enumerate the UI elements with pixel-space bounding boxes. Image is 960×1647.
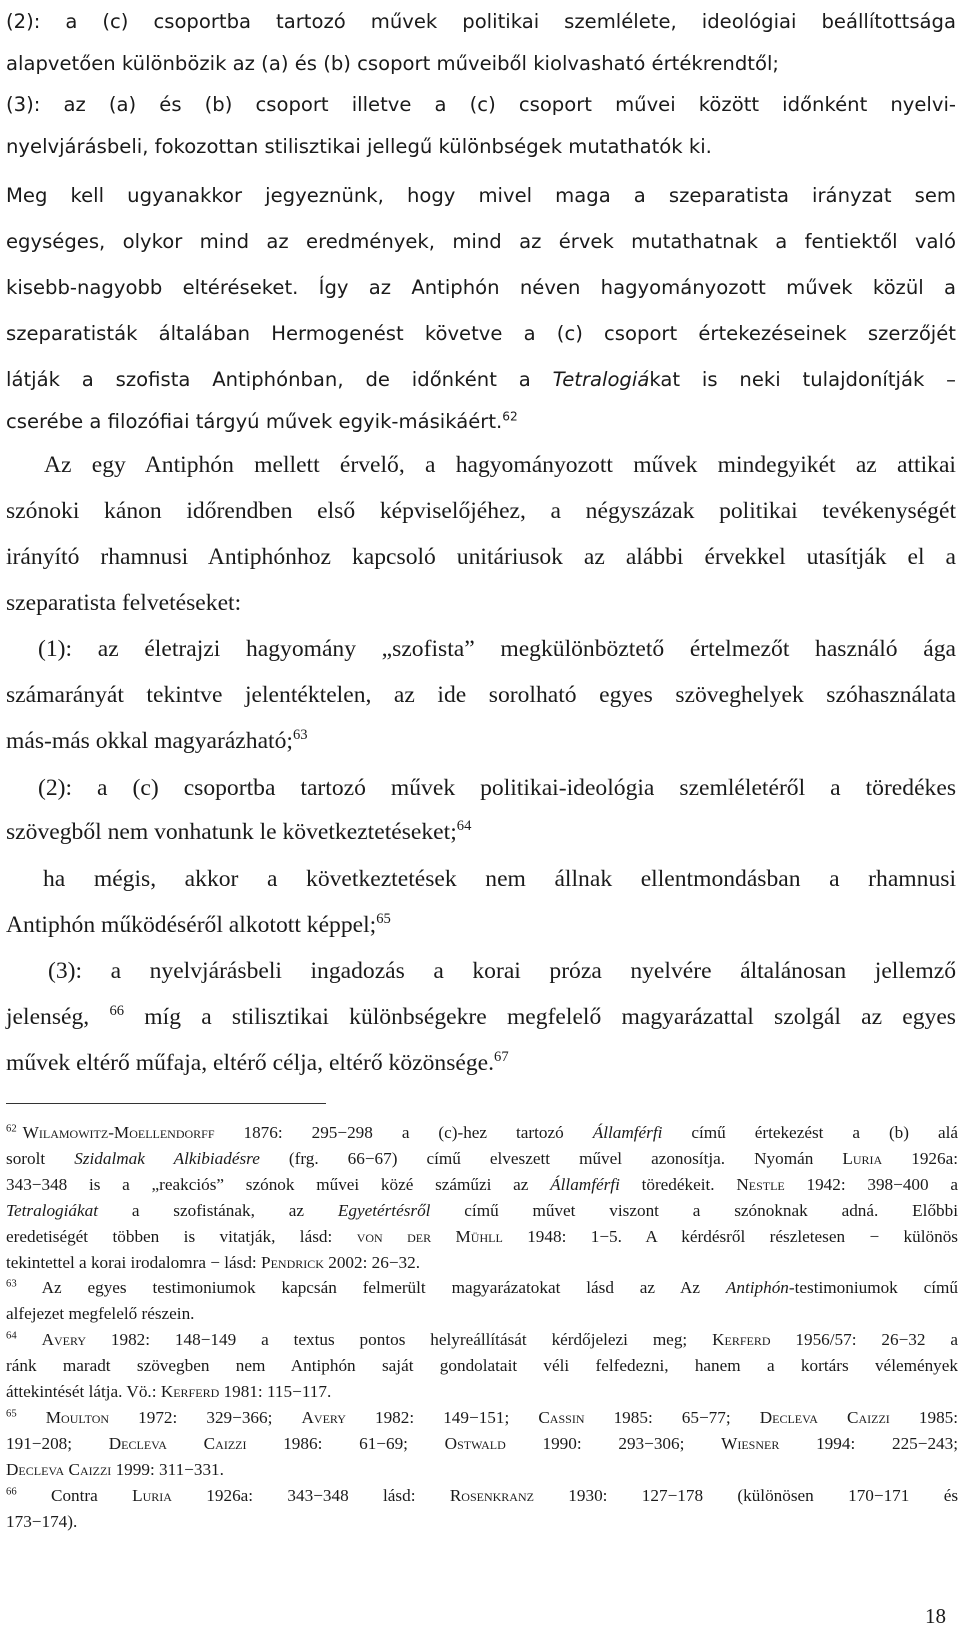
- body-line: [6, 1004, 956, 1031]
- author-name: Nestle: [736, 1175, 785, 1194]
- author-name: Kerferd: [160, 1382, 220, 1401]
- text-run: más-más okkal magyarázható;: [6, 728, 293, 754]
- text-run: 1942: 398−400 a: [784, 1175, 958, 1194]
- footnote-63: [6, 1278, 958, 1298]
- text-run: sorolt: [6, 1149, 75, 1168]
- text-run: 2002: 26−32.: [323, 1253, 421, 1272]
- text-run: című értekezést a (b) alá: [662, 1123, 958, 1142]
- body-line: [6, 452, 956, 479]
- text-run: művek eltérő műfaja, eltérő célja, eltérő közönsége.: [6, 1050, 495, 1076]
- footnote-62: [6, 1123, 958, 1143]
- footnote-line: ránk maradt szövegben nem Antiphón saját gondolatait véli felfedezni, hanem a kortárs vélemények: [6, 1356, 958, 1375]
- footnote-line: [6, 1227, 958, 1247]
- italic-title: Államférfi: [550, 1175, 620, 1194]
- footnote-ref[interactable]: 64: [456, 817, 472, 834]
- author-name: Pendrick: [261, 1253, 324, 1272]
- text-run: [17, 1330, 42, 1349]
- author-name: Ostwald: [444, 1434, 506, 1453]
- body-line: szeparatista felvetéseket:: [6, 590, 242, 616]
- italic-title: Egyetértésről: [337, 1201, 431, 1220]
- footnote-number: 66: [6, 1486, 17, 1498]
- text-run: látják a szofista Antiphónban, de időnként a: [6, 368, 553, 391]
- text-run: 1990: 293−306;: [505, 1434, 722, 1453]
- text-run: szövegből nem vonhatunk le következtetéseket;: [6, 819, 457, 845]
- text-run: 1981: 115−117.: [219, 1382, 332, 1401]
- text-run: eredetiségét többen is vitatják, lásd:: [6, 1227, 357, 1246]
- footnote-line: alfejezet megfelelő részein.: [6, 1304, 195, 1323]
- text-run: kat is neki tulajdonítják –: [649, 368, 956, 391]
- text-run: 1985: 65−77;: [584, 1408, 760, 1427]
- body-line: [6, 866, 956, 893]
- footnote-line: 173−174).: [6, 1512, 78, 1531]
- text-run: című művet viszont a szónoknak adná. Előbbi: [430, 1201, 958, 1220]
- body-line: [6, 728, 308, 755]
- text-run: 1994: 225−243;: [779, 1434, 958, 1453]
- author-name: Decleva Caizzi: [759, 1408, 890, 1427]
- author-name: Decleva Caizzi: [6, 1460, 112, 1479]
- text-run: 1926a:: [882, 1149, 959, 1168]
- text-run: 1876: 295−298 a (c)-hez tartozó: [214, 1123, 593, 1142]
- text-run: 1982: 148−149 a textus pontos helyreállítását kérdőjelezi meg;: [85, 1330, 713, 1349]
- body-line: [6, 775, 956, 802]
- text-run: 1956/57: 26−32 a: [770, 1330, 958, 1349]
- text-run: áttekintését látja. Vö.:: [6, 1382, 161, 1401]
- author-name: Wiesner: [721, 1434, 780, 1453]
- text-run: 1926a: 343−348 lásd:: [171, 1486, 450, 1505]
- footnote-separator: [6, 1103, 326, 1104]
- body-line: Meg kell ugyanakkor jegyeznünk, hogy mivel maga a szeparatista irányzat sem: [6, 184, 956, 207]
- text-run: (2): a (c) csoportba tartozó művek politikai-ideológia szemléletéről a töredékes: [38, 775, 956, 801]
- text-run: 1985:: [889, 1408, 959, 1427]
- text-run: [17, 1408, 46, 1427]
- text-run: 1972: 329−366;: [109, 1408, 302, 1427]
- text-run: -testimoniumok című: [788, 1278, 958, 1297]
- body-line: szeparatisták általában Hermogenést követve a (c) csoport értekezéseinek szerzőjét: [6, 322, 956, 345]
- footnote-number: 63: [6, 1278, 17, 1290]
- body-line: alapvetően különbözik az (a) és (b) csoport műveiből kiolvasható értékrendtől;: [6, 52, 780, 75]
- footnote-line: [6, 1253, 420, 1273]
- body-line: szónoki kánon időrendben első képviselőjéhez, a négyszázak politikai tevékenységét: [6, 498, 956, 524]
- footnote-65: [6, 1408, 958, 1428]
- text-run: 1986: 61−69;: [246, 1434, 445, 1453]
- text-run: cserébe a filozófiai tárgyú művek egyik-másikáért.: [6, 410, 503, 433]
- author-name: Moulton: [45, 1408, 110, 1427]
- text-run: a szofistának, az: [98, 1201, 338, 1220]
- text-run: 191−208;: [6, 1434, 109, 1453]
- body-line: (2): a (c) csoportba tartozó művek politikai szemlélete, ideológiai beállítottsága: [6, 10, 956, 33]
- footnote-64: [6, 1330, 958, 1350]
- author-name: von der Mühll: [356, 1227, 503, 1246]
- body-line: [6, 636, 956, 663]
- author-name: Rosenkranz: [449, 1486, 534, 1505]
- text-run: (frg. 66−67) című elveszett művel azonosítja. Nyomán: [259, 1149, 843, 1168]
- body-line: [6, 912, 391, 939]
- footnote-line: [6, 1382, 331, 1402]
- text-run: 1982: 149−151;: [345, 1408, 539, 1427]
- text-run: töredékeit.: [619, 1175, 737, 1194]
- body-line: [6, 819, 471, 846]
- text-run: 1999: 311−331.: [111, 1460, 224, 1479]
- footnote-number: 62: [6, 1123, 17, 1135]
- footnote-number: 64: [6, 1330, 17, 1342]
- author-name: Decleva Caizzi: [108, 1434, 247, 1453]
- author-name: Avery: [41, 1330, 86, 1349]
- footnote-line: [6, 1149, 958, 1169]
- footnote-ref[interactable]: 65: [376, 910, 391, 927]
- footnote-ref[interactable]: 67: [494, 1048, 509, 1065]
- footnote-line: [6, 1434, 958, 1454]
- author-name: Avery: [301, 1408, 346, 1427]
- text-run: míg a stilisztikai különbségekre megfelelő magyarázattal szolgál az egyes: [124, 1004, 956, 1030]
- text-run: jelenség,: [6, 1004, 110, 1030]
- text-run: 343−348 is a „reakciós” szónok művei közé száműzi az: [6, 1175, 551, 1194]
- italic-title: Államférfi: [592, 1123, 663, 1142]
- page-number: 18: [925, 1604, 946, 1628]
- text-run: (3): a nyelvjárásbeli ingadozás a korai próza nyelvére általánosan jellemző: [48, 958, 956, 984]
- text-run: 1948: 1−5. A kérdésről részletesen − különös: [502, 1227, 958, 1246]
- body-line: [6, 368, 956, 391]
- footnote-line: [6, 1460, 224, 1480]
- italic-title: Szidalmak Alkibiadésre: [74, 1149, 260, 1168]
- body-line: irányító rhamnusi Antiphónhoz kapcsoló unitáriusok az alábbi érvekkel utasítják el a: [6, 544, 956, 570]
- author-name: Luria: [132, 1486, 172, 1505]
- footnote-ref[interactable]: 63: [292, 726, 308, 743]
- footnote-ref[interactable]: 66: [109, 1002, 125, 1019]
- body-line: számarányát tekintve jelentéktelen, az ide sorolható egyes szöveghelyek szóhasználata: [6, 682, 956, 708]
- text-run: (1): az életrajzi hagyomány „szofista” megkülönböztető értelmezőt használó ága: [38, 636, 956, 662]
- italic-title: Antiphón: [725, 1278, 789, 1297]
- text-run: Az egy Antiphón mellett érvelő, a hagyományozott művek mindegyikét az attikai: [44, 452, 956, 478]
- body-line: kisebb-nagyobb eltéréseket. Így az Antiphón néven hagyományozott művek közül a: [6, 276, 956, 299]
- body-line: [6, 1050, 509, 1077]
- author-name: Wilamowitz-Moellendorff: [22, 1123, 215, 1142]
- body-line: (3): az (a) és (b) csoport illetve a (c) csoport művei között időnként nyelvi-: [6, 93, 956, 116]
- text-run: Contra: [16, 1486, 133, 1505]
- italic-title: Tetralogiá: [552, 368, 650, 391]
- text-run: Az egyes testimoniumok kapcsán felmerült magyarázatokat lásd az Az: [16, 1278, 726, 1297]
- italic-title: Tetralogiákat: [6, 1201, 98, 1220]
- footnote-line: [6, 1175, 958, 1195]
- body-line: nyelvjárásbeli, fokozottan stilisztikai jellegű különbségek mutathatók ki.: [6, 135, 712, 158]
- author-name: Luria: [842, 1149, 883, 1168]
- text-run: 1930: 127−178 (különösen 170−171 és: [533, 1486, 959, 1505]
- footnote-number: 65: [6, 1408, 17, 1420]
- text-run: Antiphón működéséről alkotott képpel;: [6, 912, 377, 938]
- footnote-66: [6, 1486, 958, 1506]
- text-run: tekintettel a korai irodalomra − lásd:: [6, 1253, 262, 1272]
- footnote-ref[interactable]: 62: [502, 409, 518, 424]
- footnote-line: [6, 1201, 958, 1221]
- author-name: Cassin: [538, 1408, 585, 1427]
- author-name: Kerferd: [712, 1330, 771, 1349]
- body-line: [6, 410, 518, 433]
- body-line: [6, 958, 956, 985]
- text-run: ha mégis, akkor a következtetések nem állnak ellentmondásban a rhamnusi: [43, 866, 956, 892]
- body-line: egységes, olykor mind az eredmények, mind az érvek mutathatnak a fentiektől való: [6, 230, 956, 253]
